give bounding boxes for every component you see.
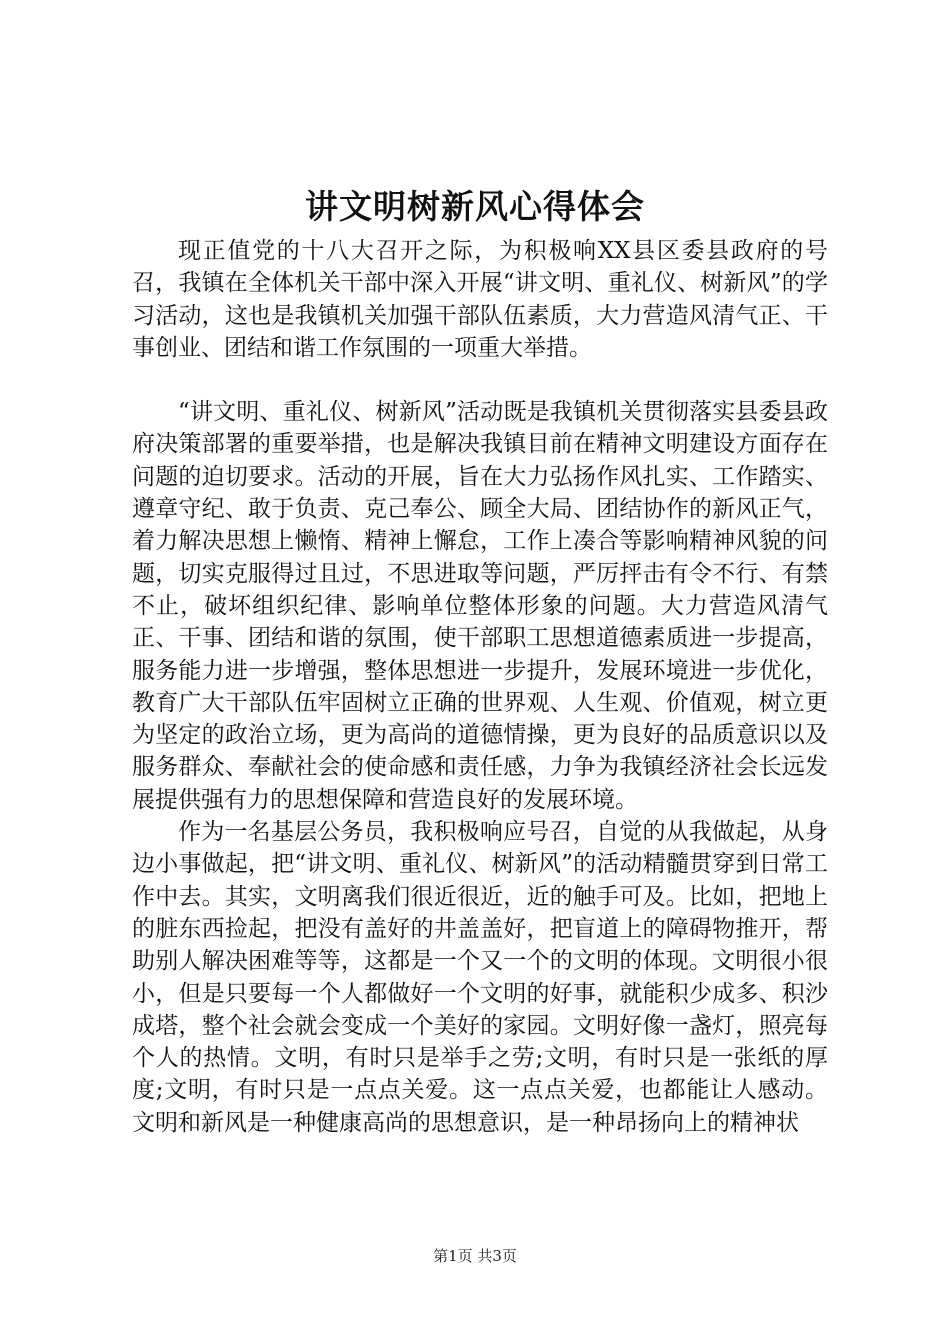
document-title: 讲文明树新风心得体会 — [305, 187, 645, 226]
page-number-footer: 第1页 共3页 — [433, 1247, 517, 1265]
paragraph-intro: 现正值党的十八大召开之际，为积极响XX县区委县政府的号召，我镇在全体机关干部中深入开展“讲文明、重礼仪、树新风”的学习活动，这也是我镇机关加强干部队伍素质，大力营造风清气正、干事创业、团结和谐工作氛围的一项重大举措。 — [132, 238, 828, 361]
document-body — [132, 235, 828, 1139]
paragraph-personal: 作为一名基层公务员，我积极响应号召，自觉的从我做起，从身边小事做起，把“讲文明、重礼仪、树新风”的活动精髓贯穿到日常工作中去。其实，文明离我们很近很近，近的触手可及。比如，把地上的脏东西捡起，把没有盖好的井盖盖好，把盲道上的障碍物推开，帮助别人解决困难等等，这都是一个又一个的文明的体现。文明很小很小，但是只要每一个人都做好一个文明的好事，就能积少成多、积沙成塔，整个社会就会变成一个美好的家园。文明好像一盏灯，照亮每个人的热情。文明，有时只是举手之劳;文明，有时只是一张纸的厚度;文明，有时只是一点点关爱。这一点点关爱，也都能让人感动。文明和新风是一种健康高尚的思想意识，是一种昂扬向上的精神状 — [132, 819, 828, 1136]
paragraph-activity: “讲文明、重礼仪、树新风”活动既是我镇机关贯彻落实县委县政府决策部署的重要举措，也是解决我镇目前在精神文明建设方面存在问题的迫切要求。活动的开展，旨在大力弘扬作风扎实、工作踏实、遵章守纪、敢于负责、克己奉公、顾全大局、团结协作的新风正气，着力解决思想上懒惰、精神上懈怠，工作上凑合等影响精神风貌的问题，切实克服得过且过，不思进取等问题，严厉抨击有令不行、有禁不止，破坏组织纪律、影响单位整体形象的问题。大力营造风清气正、干事、团结和谐的氛围，使干部职工思想道德素质进一步提高，服务能力进一步增强，整体思想进一步提升，发展环境进一步优化，教育广大干部队伍牢固树立正确的世界观、人生观、价值观，树立更为坚定的政治立场，更为高尚的道德情操，更为良好的品质意识以及服务群众、奉献社会的使命感和责任感，力争为我镇经济社会长远发展提供强有力的思想保障和营造良好的发展环境。 — [132, 399, 828, 813]
